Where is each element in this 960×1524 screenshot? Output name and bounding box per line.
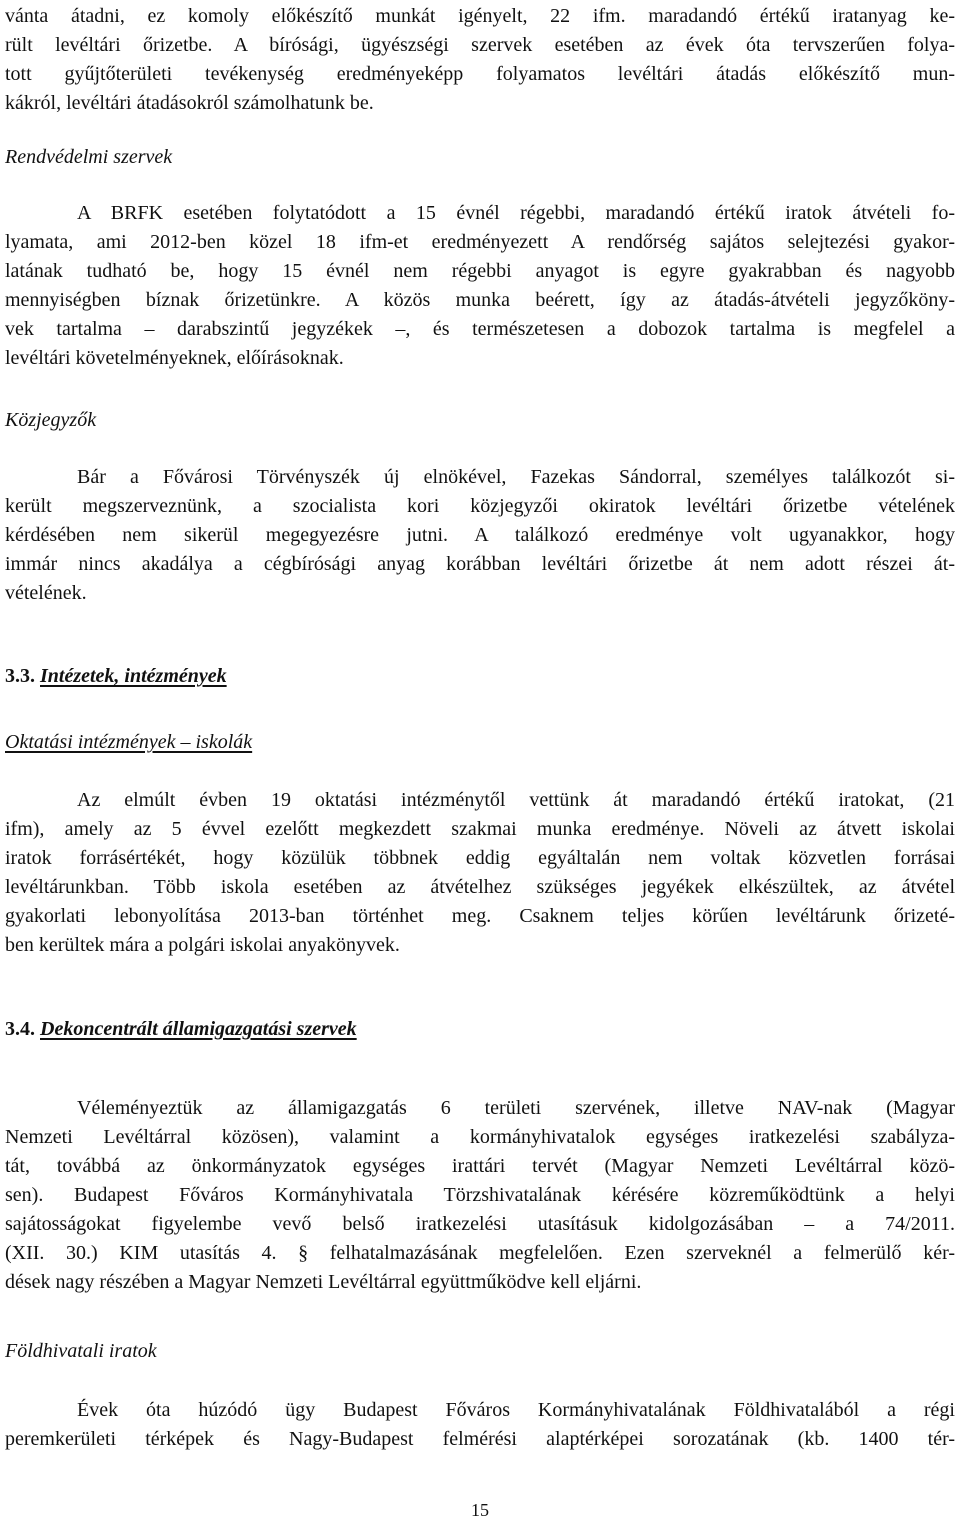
paragraph-line: lyamata, ami 2012-ben közel 18 ifm-et eredményezett A rendőrség sajátos selejtezési gyakor- [5, 231, 955, 253]
paragraph-line: (XII. 30.) KIM utasítás 4. § felhatalmazásának megfelelően. Ezen szerveknél a felmerülő kér- [5, 1242, 955, 1264]
paragraph-line: immár nincs akadálya a cégbírósági anyag korábban levéltári őrizetbe át nem adott részei át- [5, 553, 955, 575]
paragraph-line: Évek óta húzódó ügy Budapest Főváros Kormányhivatalának Földhivatalából a régi [77, 1399, 955, 1421]
paragraph-line: peremkerületi térképek és Nagy-Budapest felmérési alaptérképei sorozatának (kb. 1400 tér- [5, 1428, 955, 1450]
paragraph-line: vételének. [5, 582, 87, 604]
section-number: 3.4. [5, 1018, 35, 1040]
paragraph-line: került megszerveznünk, a szocialista kori közjegyzői okiratok levéltári őrizetbe vételének [5, 495, 955, 517]
section-number: 3.3. [5, 665, 35, 687]
paragraph-line: iratok forrásértékét, hogy közülük többnek eddig egyáltalán nem voltak közvetlen forrásai [5, 847, 955, 869]
paragraph-line: vánta átadni, ez komoly előkészítő munkát igényelt, 22 ifm. maradandó értékű iratanyag ke- [5, 5, 955, 27]
paragraph-line: kákról, levéltári átadásokról számolhatunk be. [5, 92, 374, 114]
section-heading-3-3 [5, 662, 227, 690]
paragraph-line: kérdésében nem sikerül megegyezésre jutni. A találkozó eredménye volt ugyanakkor, hogy [5, 524, 955, 546]
subsection-heading-rendvedelmi: Rendvédelmi szervek [5, 146, 173, 168]
paragraph-line: sen). Budapest Főváros Kormányhivatala Törzshivatalának kérésére közreműködtünk a helyi [5, 1184, 955, 1206]
paragraph-line: dések nagy részében a Magyar Nemzeti Levéltárral együttműködve kell eljárni. [5, 1271, 642, 1293]
paragraph-line: Bár a Fővárosi Törvényszék új elnökével, Fazekas Sándorral, személyes találkozót si- [77, 466, 955, 488]
paragraph-line: rült levéltári őrizetbe. A bírósági, ügyészségi szervek esetében az évek óta tervszerűen folya- [5, 34, 955, 56]
paragraph-line: Véleményeztük az államigazgatás 6 területi szervének, illetve NAV-nak (Magyar [77, 1097, 955, 1119]
paragraph-line: gyakorlati lebonyolítása 2013-ban történhet meg. Csaknem teljes körűen levéltárunk őrizeté- [5, 905, 955, 927]
section-heading-3-4 [5, 1015, 357, 1043]
paragraph-line: sajátosságokat figyelembe vevő belső iratkezelési utasításuk kidolgozásában – a 74/2011. [5, 1213, 955, 1235]
paragraph-line: ben kerültek mára a polgári iskolai anyakönyvek. [5, 934, 400, 956]
paragraph-line: tott gyűjtőterületi tevékenység eredményeképp folyamatos levéltári átadás előkészítő mun- [5, 63, 955, 85]
paragraph-line: mennyiségben bíznak őrizetünkre. A közös munka beérett, így az átadás-átvételi jegyzőköny- [5, 289, 955, 311]
paragraph-line: levéltári követelményeknek, előírásoknak. [5, 347, 344, 369]
subsection-heading-kozjegyzok: Közjegyzők [5, 409, 97, 431]
paragraph-line: ifm), amely az 5 évvel ezelőtt megkezdett szakmai munka eredménye. Növeli az átvett iskolai [5, 818, 955, 840]
paragraph-line: levéltárunkban. Több iskola esetében az átvételhez szükséges jegyékek elkészültek, az átvétel [5, 876, 955, 898]
subsection-heading-oktatasi: Oktatási intézmények – iskolák [5, 731, 253, 753]
section-title: Dekoncentrált államigazgatási szervek [40, 1018, 357, 1040]
paragraph-line: Az elmúlt évben 19 oktatási intézménytől vettünk át maradandó értékű iratokat, (21 [77, 789, 955, 811]
paragraph-line: Nemzeti Levéltárral közösen), valamint a kormányhivatalok egységes iratkezelési szabályza- [5, 1126, 955, 1148]
paragraph-line: tát, továbbá az önkormányzatok egységes irattári tervét (Magyar Nemzeti Levéltárral közö- [5, 1155, 955, 1177]
section-title: Intézetek, intézmények [40, 665, 227, 687]
paragraph-line: vek tartalma – darabszintű jegyzékek –, és természetesen a dobozok tartalma is megfelel a [5, 318, 955, 340]
page-number: 15 [471, 1500, 489, 1520]
paragraph-line: latának tudható be, hogy 15 évnél nem régebbi anyagot is egyre gyakrabban és nagyobb [5, 260, 955, 282]
subsection-heading-foldhivatali: Földhivatali iratok [5, 1340, 157, 1362]
paragraph-line: A BRFK esetében folytatódott a 15 évnél régebbi, maradandó értékű iratok átvételi fo- [77, 202, 955, 224]
